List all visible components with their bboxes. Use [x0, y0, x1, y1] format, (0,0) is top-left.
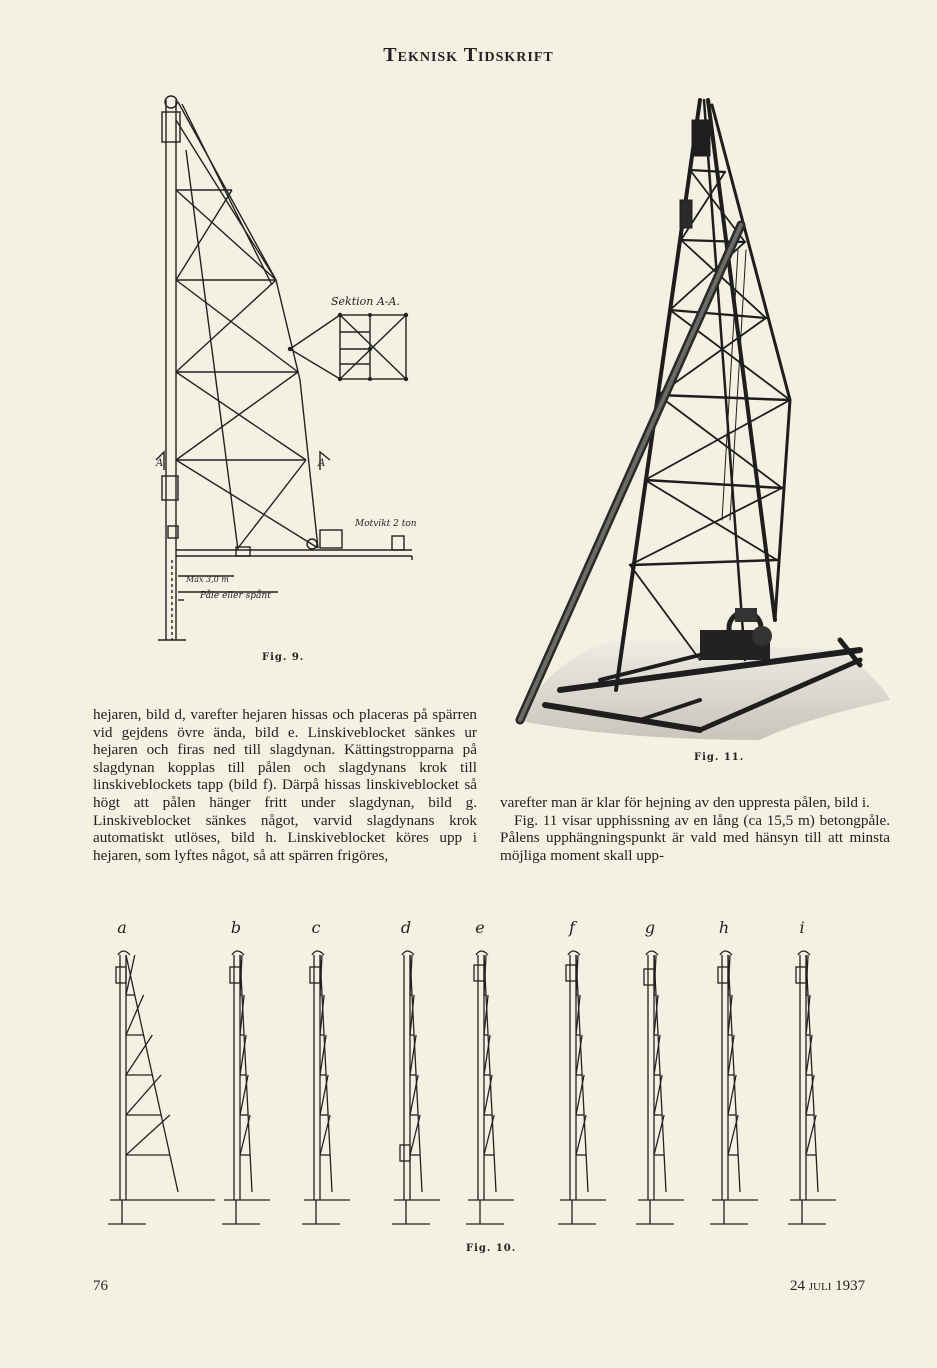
left-paragraph: hejaren, bild d, varefter hejaren hissas och placeras på spärren vid gejdens övre ända, bild e. Linskiveblocket sänkes ur hejaren och firas ned till slagdynan. Kättingstropparna på slagdynan kopplas till pålen och slagdynans krok till linskiveblockets tapp (bild f). Därpå hissas linskiveblocket så högt att pålen hänger fritt under slagdynan, bild g. Linskiveblocket sänkes något, varvid slagdynans krok automatiskt utlöses, bild h. Linskiveblocket köres upp i hejaren, som lyftes något, så att spärren frigöres, [93, 706, 477, 864]
page-number: 76 [93, 1278, 108, 1294]
fig10-label-d: d [400, 918, 412, 937]
fig10-label-b: b [230, 918, 242, 937]
fig10-caption: Fig. 10. [466, 1243, 517, 1254]
journal-title: Teknisk Tidskrift [383, 44, 554, 66]
fig10-panel-e [466, 951, 514, 1224]
fig10-label-c: c [311, 918, 321, 937]
fig10-label-f: f [569, 918, 575, 937]
issue-date: 24 juli 1937 [790, 1278, 866, 1294]
fig10-label-a: a [117, 918, 127, 937]
fig10-label-e: e [475, 918, 485, 937]
fig10-panel-c [302, 951, 350, 1224]
max-distance-label: Max 3,0 m [186, 575, 229, 584]
fig10-panel-a [108, 951, 215, 1224]
right-paragraph-2: Fig. 11 visar upphissning av en lång (ca 15,5 m) betongpåle. Pålens upphängningspunkt är vald med hänsyn till att minsta möjliga moment skall upp- [500, 811, 890, 864]
fig10-panel-h [710, 951, 758, 1224]
counterweight-label: Motvikt 2 ton [355, 519, 417, 529]
fig9-caption: Fig. 9. [262, 652, 305, 663]
fig11-caption: Fig. 11. [694, 752, 745, 763]
fig10-panel-d [392, 951, 440, 1224]
section-marker-right: A [318, 458, 326, 469]
fig10-panel-f [558, 951, 606, 1224]
fig10-label-h: h [718, 918, 730, 937]
fig10-label-g: g [644, 918, 656, 937]
fig10-panel-i [788, 951, 836, 1224]
section-label: Sektion A-A. [331, 295, 400, 308]
section-marker-left: A [156, 458, 164, 469]
fig10-panel-g [636, 951, 684, 1224]
fig10-panel-b [222, 951, 270, 1224]
pile-label: Påle eller spånt [200, 591, 271, 601]
right-paragraph-1: varefter man är klar för hejning av den uppresta pålen, bild i. [500, 794, 870, 811]
fig10-label-i: i [799, 918, 805, 937]
